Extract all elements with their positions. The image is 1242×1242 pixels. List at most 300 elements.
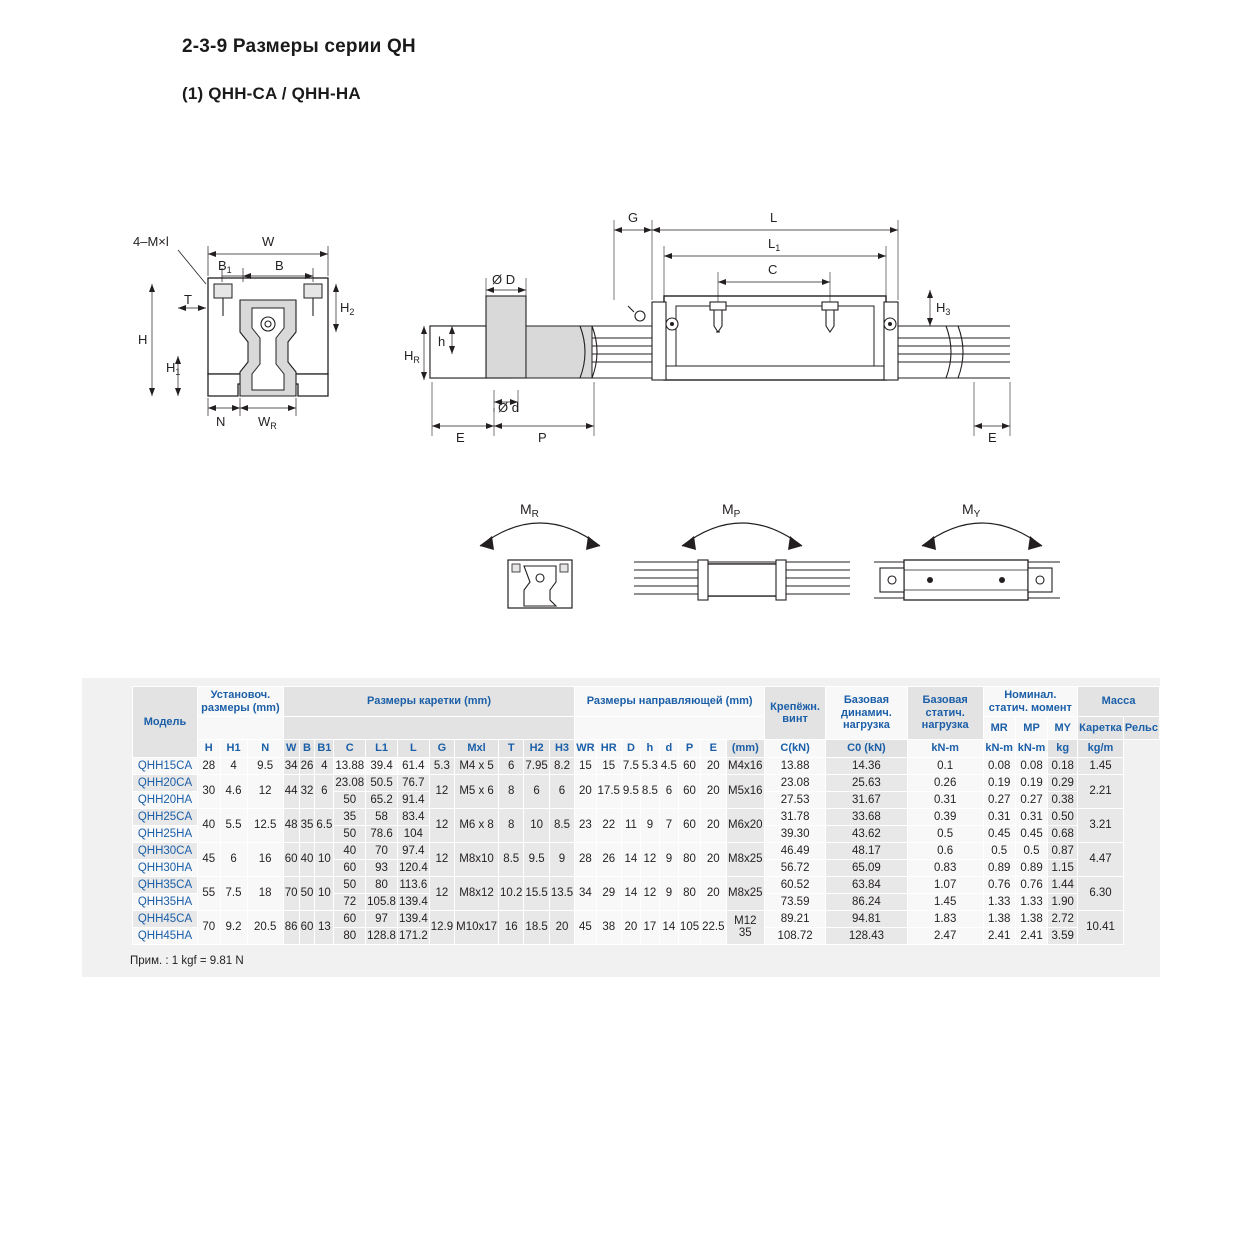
cell-L: 97.4 — [397, 842, 429, 859]
cell-B: 32 — [299, 774, 315, 808]
cell-h: 5.3 — [640, 757, 659, 774]
cell-h: 17 — [640, 910, 659, 944]
svg-text:B: B — [275, 258, 284, 273]
cell-B1: 10 — [315, 842, 334, 876]
cell-H1: 4 — [220, 757, 247, 774]
cell-E: 22.5 — [701, 910, 726, 944]
table-row — [82, 808, 1160, 825]
cell-Mxl: M8x10 — [455, 842, 499, 876]
cell-C: 80 — [334, 927, 366, 944]
cell-C: 50 — [334, 825, 366, 842]
cell-N: 12.5 — [247, 808, 283, 842]
svg-text:MR: $M_R$ — [520, 501, 539, 520]
cell-L1: 58 — [366, 808, 398, 825]
cell-D: 11 — [621, 808, 640, 842]
sub-header-P: P — [678, 740, 700, 758]
svg-text:C: C — [768, 262, 778, 277]
svg-text:T: T — [184, 292, 192, 307]
cell-H1: 9.2 — [220, 910, 247, 944]
cell-W: 34 — [283, 757, 299, 774]
sub-header-WR: WR — [575, 740, 596, 758]
svg-text:N: N — [216, 414, 226, 429]
cell-WR: 45 — [575, 910, 596, 944]
cell-static: 94.81 — [826, 910, 908, 927]
cell-screw: M8x25 — [726, 842, 765, 876]
cell-MP: 1.33 — [983, 893, 1015, 910]
svg-text:MP: $M_P$ — [722, 501, 741, 520]
cell-G: 5.3 — [429, 757, 454, 774]
sub-header-W: W — [283, 740, 299, 758]
cell-D: 7.5 — [621, 757, 640, 774]
cell-H: 30 — [198, 774, 221, 808]
sub-header-G: G — [429, 740, 454, 758]
cell-Mxl: M8x12 — [455, 876, 499, 910]
sub-header-unit-mp: kN-m — [983, 740, 1015, 758]
cell-T: 6 — [499, 757, 524, 774]
cell-MR: 0.31 — [907, 791, 983, 808]
cell-L1: 80 — [366, 876, 398, 893]
sub-header-N: N — [247, 740, 283, 758]
dimensions-table-wrapper — [82, 678, 1160, 977]
sub-header-d: d — [659, 740, 678, 758]
cell-L: 91.4 — [397, 791, 429, 808]
cell-N: 12 — [247, 774, 283, 808]
cell-B: 35 — [299, 808, 315, 842]
dimensions-table — [82, 686, 1160, 945]
cell-D: 20 — [621, 910, 640, 944]
svg-text:HR: $H_R$ — [404, 348, 420, 365]
sub-header-H3: H3 — [549, 740, 574, 758]
sub-header-my: MY — [1048, 717, 1078, 740]
cell-dynamic: 27.53 — [765, 791, 826, 808]
table-row — [82, 757, 1160, 774]
sub-header-L1: L1 — [366, 740, 398, 758]
cell-B1: 6.5 — [315, 808, 334, 842]
cell-mass-rail: 10.41 — [1078, 910, 1124, 944]
svg-text:H2: $H_2$ — [340, 300, 355, 317]
cell-C: 40 — [334, 842, 366, 859]
cell-MR: 0.83 — [907, 859, 983, 876]
cell-H3: 8.2 — [549, 757, 574, 774]
sub-header-h: h — [640, 740, 659, 758]
cell-MP: 0.27 — [983, 791, 1015, 808]
cell-MR: 1.45 — [907, 893, 983, 910]
cell-H1: 5.5 — [220, 808, 247, 842]
cell-mass-carriage: 0.68 — [1048, 825, 1078, 842]
cell-P: 80 — [678, 876, 700, 910]
cell-HR: 38 — [596, 910, 621, 944]
cell-h: 12 — [640, 876, 659, 910]
cell-L1: 70 — [366, 842, 398, 859]
col-header-rail: Размеры направляющей (mm) — [575, 687, 765, 717]
cell-D: 9.5 — [621, 774, 640, 808]
cell-H2: 15.5 — [524, 876, 549, 910]
cell-MY: 0.89 — [1015, 859, 1047, 876]
col-header-mass: Масса — [1078, 687, 1160, 717]
cell-MY: 0.08 — [1015, 757, 1047, 774]
cell-C: 50 — [334, 876, 366, 893]
cell-model: QHH45HA — [133, 927, 198, 944]
cell-D: 14 — [621, 876, 640, 910]
cell-MP: 0.76 — [983, 876, 1015, 893]
cell-HR: 22 — [596, 808, 621, 842]
svg-text:L1: $L_1$ — [768, 236, 781, 253]
cell-MP: 0.08 — [983, 757, 1015, 774]
cell-static: 48.17 — [826, 842, 908, 859]
cell-model: QHH45CA — [133, 910, 198, 927]
sub-header-C0: C0 (kN) — [826, 740, 908, 758]
table-body — [82, 757, 1160, 944]
cell-model: QHH30HA — [133, 859, 198, 876]
cell-mass-carriage: 0.18 — [1048, 757, 1078, 774]
svg-text:B1: $B_1$ — [218, 258, 232, 275]
sub-header-H2: H2 — [524, 740, 549, 758]
cell-HR: 17.5 — [596, 774, 621, 808]
cell-mass-rail: 1.45 — [1078, 757, 1124, 774]
cell-h: 12 — [640, 842, 659, 876]
sub-header-D: D — [621, 740, 640, 758]
cell-HR: 26 — [596, 842, 621, 876]
cell-static: 31.67 — [826, 791, 908, 808]
cell-L: 171.2 — [397, 927, 429, 944]
cell-HR: 15 — [596, 757, 621, 774]
cell-mass-carriage: 1.15 — [1048, 859, 1078, 876]
sub-header-carriage-mass: Каретка — [1078, 717, 1124, 740]
cell-L: 83.4 — [397, 808, 429, 825]
cell-static: 86.24 — [826, 893, 908, 910]
cell-P: 60 — [678, 757, 700, 774]
cell-mass-carriage: 1.90 — [1048, 893, 1078, 910]
sub-header-screw-unit: (mm) — [726, 740, 765, 758]
technical-drawing — [0, 150, 1242, 670]
cell-model: QHH20CA — [133, 774, 198, 791]
svg-text:P: P — [538, 430, 547, 445]
cell-H2: 10 — [524, 808, 549, 842]
sub-header-Mxl: Mxl — [455, 740, 499, 758]
cell-W: 86 — [283, 910, 299, 944]
cell-E: 20 — [701, 842, 726, 876]
cell-P: 105 — [678, 910, 700, 944]
cell-mass-carriage: 0.87 — [1048, 842, 1078, 859]
cell-W: 48 — [283, 808, 299, 842]
cell-G: 12 — [429, 808, 454, 842]
cell-E: 20 — [701, 808, 726, 842]
cell-static: 43.62 — [826, 825, 908, 842]
cell-W: 70 — [283, 876, 299, 910]
cell-MP: 0.31 — [983, 808, 1015, 825]
cell-L1: 93 — [366, 859, 398, 876]
cell-G: 12 — [429, 876, 454, 910]
cell-H: 45 — [198, 842, 221, 876]
svg-text:WR: $W_R$ — [258, 414, 277, 431]
cell-B: 40 — [299, 842, 315, 876]
cell-MY: 0.76 — [1015, 876, 1047, 893]
sub-header-L: L — [397, 740, 429, 758]
cell-L: 61.4 — [397, 757, 429, 774]
cell-mass-rail: 2.21 — [1078, 774, 1124, 808]
cell-P: 80 — [678, 842, 700, 876]
cell-G: 12 — [429, 842, 454, 876]
sub-header-rail-mass: Рельс — [1123, 717, 1159, 740]
svg-text:H: H — [138, 332, 148, 347]
cell-model: QHH35HA — [133, 893, 198, 910]
svg-text:Ø D: Ø D — [492, 272, 516, 287]
sub-header-HR: HR — [596, 740, 621, 758]
cell-model: QHH30CA — [133, 842, 198, 859]
cell-dynamic: 13.88 — [765, 757, 826, 774]
cell-Mxl: M10x17 — [455, 910, 499, 944]
cell-WR: 28 — [575, 842, 596, 876]
svg-text:MY: $M_Y$ — [962, 501, 981, 520]
cell-static: 128.43 — [826, 927, 908, 944]
cell-mass-carriage: 1.44 — [1048, 876, 1078, 893]
cell-model: QHH20HA — [133, 791, 198, 808]
cell-MR: 0.6 — [907, 842, 983, 859]
cell-mass-rail: 3.21 — [1078, 808, 1124, 842]
cell-MY: 0.27 — [1015, 791, 1047, 808]
table-footnote: Прим. : 1 kgf = 9.81 N — [82, 945, 1160, 977]
cell-MP: 0.5 — [983, 842, 1015, 859]
svg-text:E: E — [456, 430, 465, 445]
sub-header-B1: B1 — [315, 740, 334, 758]
col-header-static: Базовая статич. нагрузка — [907, 687, 983, 740]
cell-MY: 0.45 — [1015, 825, 1047, 842]
cell-MY: 0.31 — [1015, 808, 1047, 825]
cell-model: QHH35CA — [133, 876, 198, 893]
cell-H3: 9 — [549, 842, 574, 876]
cell-dynamic: 73.59 — [765, 893, 826, 910]
cell-d: 14 — [659, 910, 678, 944]
cell-h: 8.5 — [640, 774, 659, 808]
col-header-moment: Номинал. статич. момент — [983, 687, 1078, 717]
cell-MR: 1.07 — [907, 876, 983, 893]
cell-L: 139.4 — [397, 910, 429, 927]
cell-L1: 65.2 — [366, 791, 398, 808]
cell-C: 72 — [334, 893, 366, 910]
cell-E: 20 — [701, 757, 726, 774]
svg-text:Ø d: Ø d — [498, 400, 519, 415]
cell-WR: 23 — [575, 808, 596, 842]
cell-L: 76.7 — [397, 774, 429, 791]
cell-H1: 4.6 — [220, 774, 247, 808]
cell-B1: 13 — [315, 910, 334, 944]
cell-W: 44 — [283, 774, 299, 808]
cell-mass-rail: 6.30 — [1078, 876, 1124, 910]
cell-dynamic: 46.49 — [765, 842, 826, 859]
cell-H: 55 — [198, 876, 221, 910]
cell-B: 60 — [299, 910, 315, 944]
cell-screw: M5x16 — [726, 774, 765, 808]
cell-MR: 0.39 — [907, 808, 983, 825]
cell-P: 60 — [678, 774, 700, 808]
cell-D: 14 — [621, 842, 640, 876]
cell-static: 63.84 — [826, 876, 908, 893]
cell-C: 13.88 — [334, 757, 366, 774]
cell-MR: 1.83 — [907, 910, 983, 927]
cell-L: 104 — [397, 825, 429, 842]
cell-MR: 0.26 — [907, 774, 983, 791]
cell-C: 50 — [334, 791, 366, 808]
cell-H2: 9.5 — [524, 842, 549, 876]
svg-text:H1: $H_1$ — [166, 360, 181, 377]
col-header-model: Модель — [133, 687, 198, 758]
col-header-mounting: Установоч. размеры (mm) — [198, 687, 284, 717]
cell-MR: 2.47 — [907, 927, 983, 944]
svg-text:h: h — [438, 334, 446, 349]
cell-L1: 78.6 — [366, 825, 398, 842]
cell-B: 26 — [299, 757, 315, 774]
cell-H1: 6 — [220, 842, 247, 876]
cell-T: 16 — [499, 910, 524, 944]
cell-WR: 20 — [575, 774, 596, 808]
cell-C: 35 — [334, 808, 366, 825]
cell-H3: 20 — [549, 910, 574, 944]
cell-MP: 0.89 — [983, 859, 1015, 876]
cell-WR: 15 — [575, 757, 596, 774]
cell-H3: 13.5 — [549, 876, 574, 910]
sub-header-mp: MP — [1015, 717, 1047, 740]
cell-E: 20 — [701, 876, 726, 910]
cell-model: QHH25CA — [133, 808, 198, 825]
cell-dynamic: 60.52 — [765, 876, 826, 893]
cell-mass-rail: 4.47 — [1078, 842, 1124, 876]
cell-W: 60 — [283, 842, 299, 876]
cell-T: 8 — [499, 808, 524, 842]
sub-header-E: E — [701, 740, 726, 758]
cell-d: 6 — [659, 774, 678, 808]
table-row — [82, 910, 1160, 927]
cell-H2: 18.5 — [524, 910, 549, 944]
cell-P: 60 — [678, 808, 700, 842]
cell-HR: 29 — [596, 876, 621, 910]
table-row — [82, 842, 1160, 859]
cell-H2: 7.95 — [524, 757, 549, 774]
cell-h: 9 — [640, 808, 659, 842]
cell-model: QHH25HA — [133, 825, 198, 842]
cell-MR: 0.5 — [907, 825, 983, 842]
table-header — [82, 687, 1160, 758]
sub-header-H: H — [198, 740, 221, 758]
cell-static: 33.68 — [826, 808, 908, 825]
cell-static: 65.09 — [826, 859, 908, 876]
sub-header-C: C — [334, 740, 366, 758]
cell-model: QHH15CA — [133, 757, 198, 774]
svg-text:G: G — [628, 210, 639, 225]
cell-Mxl: M5 x 6 — [455, 774, 499, 808]
cell-N: 20.5 — [247, 910, 283, 944]
cell-H: 70 — [198, 910, 221, 944]
cell-dynamic: 108.72 — [765, 927, 826, 944]
cell-L: 139.4 — [397, 893, 429, 910]
cell-dynamic: 56.72 — [765, 859, 826, 876]
cell-MP: 2.41 — [983, 927, 1015, 944]
sub-header-unit-mr: kN-m — [907, 740, 983, 758]
cell-mass-carriage: 0.50 — [1048, 808, 1078, 825]
cell-N: 16 — [247, 842, 283, 876]
cell-MP: 1.38 — [983, 910, 1015, 927]
cell-E: 20 — [701, 774, 726, 808]
cell-d: 9 — [659, 876, 678, 910]
cell-MR: 0.1 — [907, 757, 983, 774]
cell-screw: M8x25 — [726, 876, 765, 910]
cell-MY: 2.41 — [1015, 927, 1047, 944]
cell-mass-carriage: 0.29 — [1048, 774, 1078, 791]
cell-L: 113.6 — [397, 876, 429, 893]
cell-C: 23.08 — [334, 774, 366, 791]
cell-dynamic: 39.30 — [765, 825, 826, 842]
sub-header-unit-my: kN-m — [1015, 740, 1047, 758]
cell-screw: M6x20 — [726, 808, 765, 842]
cell-d: 7 — [659, 808, 678, 842]
sub-header-unit-kgm: kg/m — [1078, 740, 1124, 758]
cell-N: 9.5 — [247, 757, 283, 774]
cell-H2: 6 — [524, 774, 549, 808]
cell-MY: 1.33 — [1015, 893, 1047, 910]
cell-MY: 0.19 — [1015, 774, 1047, 791]
sub-header-B: B — [299, 740, 315, 758]
sub-header-H1: H1 — [220, 740, 247, 758]
svg-text:4–M×l: 4–M×l — [133, 234, 169, 249]
cell-Mxl: M6 x 8 — [455, 808, 499, 842]
page-subtitle: (1) QHH-CA / QHH-HA — [182, 84, 361, 103]
cell-dynamic: 31.78 — [765, 808, 826, 825]
cell-H: 40 — [198, 808, 221, 842]
table-row — [82, 876, 1160, 893]
cell-MP: 0.45 — [983, 825, 1015, 842]
cell-N: 18 — [247, 876, 283, 910]
cell-mass-carriage: 0.38 — [1048, 791, 1078, 808]
table-row — [82, 774, 1160, 791]
cell-L1: 128.8 — [366, 927, 398, 944]
cell-T: 10.2 — [499, 876, 524, 910]
cell-WR: 34 — [575, 876, 596, 910]
cell-L: 120.4 — [397, 859, 429, 876]
sub-header-C: C(kN) — [765, 740, 826, 758]
cell-dynamic: 89.21 — [765, 910, 826, 927]
svg-text:E: E — [988, 430, 997, 445]
cell-screw: M4x16 — [726, 757, 765, 774]
sub-header-mr: MR — [983, 717, 1015, 740]
cell-MP: 0.19 — [983, 774, 1015, 791]
cell-T: 8.5 — [499, 842, 524, 876]
page-title: 2-3-9 Размеры серии QH — [182, 36, 416, 57]
cell-MY: 0.5 — [1015, 842, 1047, 859]
svg-text:H3: $H_3$ — [936, 300, 951, 317]
cell-d: 9 — [659, 842, 678, 876]
svg-text:L: L — [770, 210, 778, 225]
cell-B1: 10 — [315, 876, 334, 910]
cell-B1: 4 — [315, 757, 334, 774]
col-header-screw: Крепёжн. винт — [765, 687, 826, 740]
cell-L1: 39.4 — [366, 757, 398, 774]
cell-mass-carriage: 2.72 — [1048, 910, 1078, 927]
cell-C: 60 — [334, 910, 366, 927]
cell-G: 12.9 — [429, 910, 454, 944]
cell-B: 50 — [299, 876, 315, 910]
cell-Mxl: M4 x 5 — [455, 757, 499, 774]
cell-dynamic: 23.08 — [765, 774, 826, 791]
cell-H3: 8.5 — [549, 808, 574, 842]
sub-header-T: T — [499, 740, 524, 758]
cell-B1: 6 — [315, 774, 334, 808]
cell-d: 4.5 — [659, 757, 678, 774]
cell-H3: 6 — [549, 774, 574, 808]
col-header-dynamic: Базовая динамич. нагрузка — [826, 687, 908, 740]
cell-L1: 105.8 — [366, 893, 398, 910]
cell-MY: 1.38 — [1015, 910, 1047, 927]
svg-text:W: W — [262, 234, 275, 249]
cell-C: 60 — [334, 859, 366, 876]
